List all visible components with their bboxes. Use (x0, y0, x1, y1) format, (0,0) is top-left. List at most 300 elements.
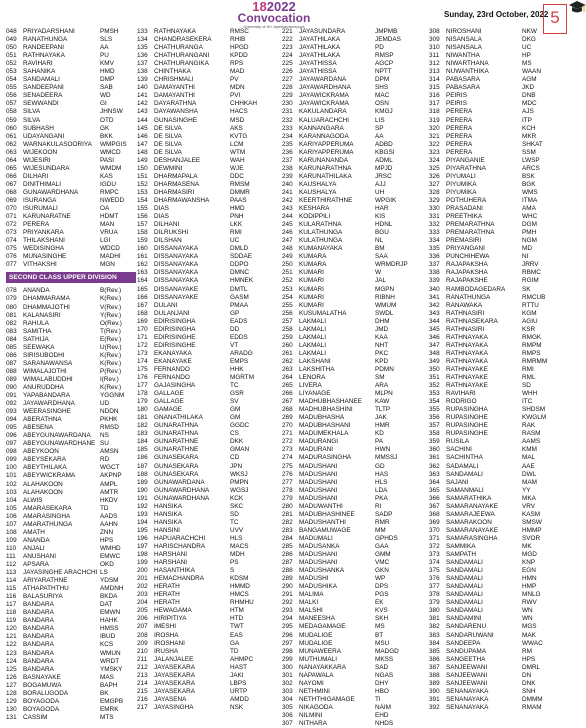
index-number: 069 (6, 196, 17, 204)
index-number: 149 (137, 156, 148, 164)
list-item (137, 84, 266, 92)
list-item (429, 430, 558, 438)
index-number: 193 (137, 510, 148, 518)
surname: LAKMALI (299, 349, 326, 357)
index-number: 048 (6, 28, 17, 35)
initials: PD (375, 44, 384, 52)
surname: BASNAYAKE (23, 673, 61, 681)
list-item (282, 342, 411, 350)
index-number: 085 (6, 343, 17, 351)
list-item (282, 358, 411, 366)
surname: KODIPPILI (299, 213, 331, 221)
list-item (282, 454, 411, 462)
initials: OA (100, 205, 110, 213)
index-number: 287 (282, 559, 293, 567)
initials: LDA (375, 486, 388, 494)
initials: RMAM (522, 703, 542, 711)
list-item (429, 519, 558, 527)
initials: SHS (375, 84, 389, 92)
list-item (429, 84, 558, 92)
index-number: 326 (429, 172, 440, 180)
index-number: 086 (6, 351, 17, 359)
index-number: 200 (137, 567, 148, 575)
initials: AAE (522, 462, 535, 470)
surname: SENANAYAKA (446, 695, 489, 703)
initials: BM (375, 245, 385, 253)
index-number: 232 (282, 116, 293, 124)
initials: BGU (375, 229, 389, 237)
page-header (0, 0, 586, 28)
initials: JAK (375, 414, 387, 422)
index-number: 303 (282, 687, 293, 695)
surname: EDIRISINGHA (154, 317, 196, 325)
surname: JAYAWARDHANA (23, 400, 75, 408)
surname: DISSANAYAKA (154, 261, 199, 269)
index-number: 113 (6, 569, 17, 577)
index-number: 257 (282, 317, 293, 325)
list-item (282, 181, 411, 189)
surname: RATHNASIRI (446, 325, 485, 333)
initials: MDN (230, 84, 245, 92)
initials: K(Rev.) (100, 351, 122, 359)
index-number: 165 (137, 285, 148, 293)
list-item (137, 358, 266, 366)
index-number: 275 (282, 462, 293, 470)
initials: MAN (100, 221, 115, 229)
list-item (6, 213, 136, 221)
list-item (282, 221, 411, 229)
list-item (6, 617, 136, 625)
initials: HTM (230, 607, 244, 615)
initials: KIS (375, 213, 386, 221)
surname: DHARMAPALA (154, 172, 198, 180)
list-item (137, 406, 266, 414)
index-number: 320 (429, 124, 440, 132)
initials: T(Rev.) (100, 327, 121, 335)
index-number: 187 (137, 462, 148, 470)
surname: JAYATHILAKA (299, 36, 341, 44)
initials: EMWC (100, 552, 121, 560)
index-number: 120 (6, 625, 17, 633)
initials: SK (522, 285, 531, 293)
initials: KAS (100, 172, 113, 180)
surname: MADHUBHASHANEE (299, 398, 362, 406)
initials: MDC (522, 100, 537, 108)
surname: DISSANAYAKA (154, 269, 199, 277)
index-number: 192 (137, 502, 148, 510)
list-item (137, 237, 266, 245)
surname: LAKMALI (299, 333, 326, 341)
list-item (429, 245, 558, 253)
list-item (137, 503, 266, 511)
index-number: 206 (137, 615, 148, 623)
index-number: 195 (137, 526, 148, 534)
surname: ABESENA (23, 424, 54, 432)
index-number: 060 (6, 124, 17, 132)
surname: DE SILVA (154, 148, 182, 156)
list-item (137, 463, 266, 471)
list-item (282, 76, 411, 84)
surname: AMATH (23, 528, 45, 536)
surname: KARIYAPPERUMA (299, 148, 354, 156)
initials: PVI (230, 92, 241, 100)
initials: AA (100, 44, 109, 52)
list-item (282, 310, 411, 318)
index-number: 392 (429, 703, 440, 711)
index-number: 355 (429, 406, 440, 414)
list-item (282, 696, 411, 704)
surname: SAMARAKOON (446, 518, 492, 526)
index-number: 106 (6, 512, 17, 520)
list-item (282, 36, 411, 44)
initials: HMR (375, 422, 390, 430)
index-number: 198 (137, 551, 148, 559)
initials: GM (230, 414, 241, 422)
list-item (137, 326, 266, 334)
list-item (137, 438, 266, 446)
initials: VMC (375, 559, 390, 567)
initials: PAAS (230, 196, 247, 204)
page-number: 5 (543, 4, 567, 34)
surname: GUNASEKARA (154, 462, 199, 470)
list-item (429, 575, 558, 583)
index-number: 061 (6, 132, 17, 140)
index-number: 295 (282, 623, 293, 631)
initials: DMRL (522, 663, 541, 671)
index-number: 168 (137, 309, 148, 317)
list-item (429, 108, 558, 116)
index-number: 277 (282, 478, 293, 486)
index-number: 066 (6, 172, 17, 180)
index-number: 305 (282, 703, 293, 711)
initials: MAL (522, 454, 536, 462)
list-item (137, 286, 266, 294)
index-number: 159 (137, 237, 148, 245)
initials: KCS (100, 641, 114, 649)
index-number: 181 (137, 414, 148, 422)
list-item (6, 68, 136, 76)
list-item (6, 481, 136, 489)
surname: GUNASINGHE (154, 116, 197, 124)
index-number: 153 (137, 188, 148, 196)
initials: W (375, 269, 382, 277)
index-number: 058 (6, 108, 17, 116)
list-item (137, 221, 266, 229)
initials: DN (522, 671, 532, 679)
index-number: 084 (6, 335, 17, 343)
index-number: 151 (137, 172, 148, 180)
list-item (282, 229, 411, 237)
initials: UH (375, 188, 385, 196)
graduate-list-first-class (6, 28, 136, 269)
list-item (137, 269, 266, 277)
list-item (282, 108, 411, 116)
list-item (282, 117, 411, 125)
surname: WIJESIRI (23, 156, 51, 164)
list-item (429, 615, 558, 623)
initials: HTD (230, 615, 244, 623)
surname: DHARMASENA (154, 180, 200, 188)
index-number: 197 (137, 543, 148, 550)
index-number: 204 (137, 599, 148, 607)
initials: PASI (100, 156, 115, 164)
column-1 (6, 28, 136, 722)
index-number: 111 (6, 552, 16, 560)
list-item (282, 519, 411, 527)
list-item (6, 658, 136, 666)
initials: MLPN (375, 390, 393, 398)
list-item (282, 640, 411, 648)
initials: NKW (522, 28, 537, 35)
index-number: 367 (429, 502, 440, 510)
surname: SAJANI (446, 478, 469, 486)
surname: WIJEKOON (23, 148, 58, 156)
index-number: 052 (6, 60, 17, 68)
index-number: 182 (137, 422, 148, 430)
index-number: 248 (282, 245, 293, 253)
index-number: 308 (429, 28, 440, 35)
surname: KESHARA (299, 205, 330, 213)
surname: MUTHUMALI (299, 655, 337, 663)
surname: UDAYANGANI (23, 132, 65, 140)
surname: HIRIPITIYA (154, 615, 187, 623)
initials: EMRK (100, 705, 119, 713)
initials: AMTR (100, 488, 119, 496)
initials: HP (522, 52, 531, 60)
list-item (137, 623, 266, 631)
initials: B(Rev.) (100, 287, 122, 295)
index-number: 073 (6, 229, 17, 237)
surname: DISSANAYAKA (154, 245, 199, 253)
initials: RWV (522, 599, 537, 607)
index-number: 288 (282, 567, 293, 575)
initials: MMSSJ (375, 454, 398, 462)
index-number: 296 (282, 631, 293, 639)
surname: SANDEEPANI (23, 84, 64, 92)
index-number: 172 (137, 341, 148, 349)
surname: DINITHIMALI (23, 180, 61, 188)
surname: KUMARI (299, 269, 324, 277)
surname: KUMARI (299, 301, 324, 309)
surname: KARUNARATNE (23, 213, 71, 221)
initials: YGGNM (100, 392, 125, 400)
initials: GA (230, 639, 240, 647)
initials: NSK (230, 703, 244, 711)
surname: CHATHURANGANI (154, 52, 210, 60)
initials: MAS (100, 673, 114, 681)
index-number: 357 (429, 422, 440, 430)
surname: DILSHAN (154, 237, 182, 245)
index-number: 341 (429, 293, 440, 301)
initials: MADGD (375, 647, 399, 655)
surname: NISANSALA (446, 36, 482, 44)
initials: IGDU (100, 180, 116, 188)
index-number: 142 (137, 100, 148, 108)
index-number: 344 (429, 317, 440, 325)
initials: BT (375, 631, 384, 639)
list-item (429, 294, 558, 302)
initials: SLS (100, 36, 113, 44)
index-number: 109 (6, 536, 17, 544)
list-item (137, 543, 266, 551)
list-item (429, 527, 558, 535)
surname: MUNASINGHE (23, 253, 67, 261)
list-item (429, 28, 558, 36)
logo-title: Convocation (237, 11, 311, 25)
surname: SAMPATH (446, 551, 476, 559)
list-item (429, 189, 558, 197)
initials: SHDSM (522, 406, 546, 414)
initials: KAW (375, 398, 390, 406)
surname: MADUBHASHINEE (299, 510, 355, 518)
index-number: 231 (282, 108, 293, 116)
surname: MUDALIGE (299, 639, 333, 647)
initials: RMI (230, 229, 242, 237)
initials: RMSD (100, 424, 119, 432)
list-item (137, 342, 266, 350)
surname: JAYATHISSA (299, 60, 337, 68)
surname: ANUSHANI (23, 552, 57, 560)
initials: SAA (375, 253, 388, 261)
index-number: 189 (137, 478, 148, 486)
index-number: 124 (6, 657, 17, 665)
list-item (6, 456, 136, 464)
index-number: 236 (282, 148, 293, 156)
index-number: 371 (429, 534, 440, 542)
index-number: 283 (282, 526, 293, 534)
surname: WEERASINGHE (23, 408, 71, 416)
surname: GNANATHILAKA (154, 414, 203, 422)
index-number: 179 (137, 398, 148, 406)
index-number: 314 (429, 76, 440, 84)
index-number: 334 (429, 237, 440, 245)
initials: KVS (375, 607, 388, 615)
initials: HACS (230, 108, 248, 116)
index-number: 380 (429, 607, 440, 615)
index-number: 261 (282, 349, 293, 357)
surname: SAMANMALI (446, 486, 484, 494)
initials: BK (100, 689, 109, 697)
surname: MADURANI (299, 446, 334, 454)
index-number: 063 (6, 148, 17, 156)
index-number: 276 (282, 470, 293, 478)
surname: DULANJANI (154, 309, 190, 317)
initials: EAS (230, 631, 243, 639)
index-number: 203 (137, 591, 148, 599)
surname: DISSANAYAKE (154, 285, 199, 293)
index-number: 331 (429, 213, 440, 221)
index-number: 243 (282, 205, 293, 213)
initials: TD (230, 647, 239, 655)
index-number: 053 (6, 68, 17, 76)
initials: JMPMB (375, 28, 398, 35)
index-number: 227 (282, 76, 293, 84)
list-item (429, 607, 558, 615)
initials: SHKAT (522, 140, 543, 148)
list-item (429, 221, 558, 229)
list-item (282, 398, 411, 406)
surname: PERERA (446, 108, 473, 116)
surname: LAKSHITHA (299, 365, 335, 373)
surname: DISSANAYAKE (154, 293, 199, 301)
surname: HASANTHIKA (154, 567, 195, 575)
index-number: 071 (6, 213, 17, 221)
index-number: 160 (137, 245, 148, 253)
initials: HMP (522, 583, 537, 591)
list-item (429, 487, 558, 495)
index-number: 122 (6, 641, 17, 649)
list-item (282, 567, 411, 575)
surname: HERATH (154, 583, 180, 591)
list-item (6, 360, 136, 368)
surname: GUNASEKARA (154, 470, 199, 478)
surname: ABEYGUNAWARDHANE (23, 440, 96, 448)
list-item (6, 117, 136, 125)
list-item (6, 408, 136, 416)
initials: UC (522, 44, 532, 52)
list-item (6, 690, 136, 698)
initials: WTM (230, 148, 246, 156)
list-item (429, 100, 558, 108)
initials: TC (230, 382, 239, 390)
surname: SANDAMALI (446, 567, 483, 575)
index-number: 337 (429, 261, 440, 269)
initials: AMSN (100, 448, 119, 456)
surname: MADURASINGHA (299, 454, 352, 462)
initials: KGM (522, 309, 537, 317)
initials: PKC (375, 349, 389, 357)
initials: GI (100, 100, 107, 108)
initials: SKC (230, 502, 244, 510)
list-item (282, 269, 411, 277)
index-number: 072 (6, 221, 17, 229)
list-item (282, 471, 411, 479)
index-number: 235 (282, 140, 293, 148)
surname: CHATHURANGIKA (154, 60, 209, 68)
surname: NISANSALA (446, 44, 482, 52)
list-item (429, 261, 558, 269)
surname: RATHNASEKARA (446, 317, 498, 325)
list-item (429, 318, 558, 326)
initials: JPN (230, 462, 243, 470)
surname: GUNAWARDHANA (154, 486, 210, 494)
list-item (429, 197, 558, 205)
list-item (429, 422, 558, 430)
initials: JEMDAS (375, 36, 401, 44)
index-number: 140 (137, 84, 148, 92)
index-number: 329 (429, 196, 440, 204)
initials: KMV (100, 60, 114, 68)
surname: SANDAMALI (446, 559, 483, 567)
surname: FERNANDO (154, 365, 190, 373)
initials: SAD (375, 663, 389, 671)
list-item (6, 440, 136, 448)
list-item (429, 181, 558, 189)
initials: KCH (522, 124, 536, 132)
surname: RANDEEPANI (23, 44, 65, 52)
list-item (6, 505, 136, 513)
surname: PIYUMIKA (446, 188, 477, 196)
index-number: 145 (137, 124, 148, 132)
surname: DILRUKSHI (154, 229, 189, 237)
list-item (429, 76, 558, 84)
index-number: 342 (429, 301, 440, 309)
index-number: 322 (429, 140, 440, 148)
initials: ITC (522, 398, 533, 406)
list-item (6, 237, 136, 245)
list-item (137, 688, 266, 696)
list-item (6, 521, 136, 529)
